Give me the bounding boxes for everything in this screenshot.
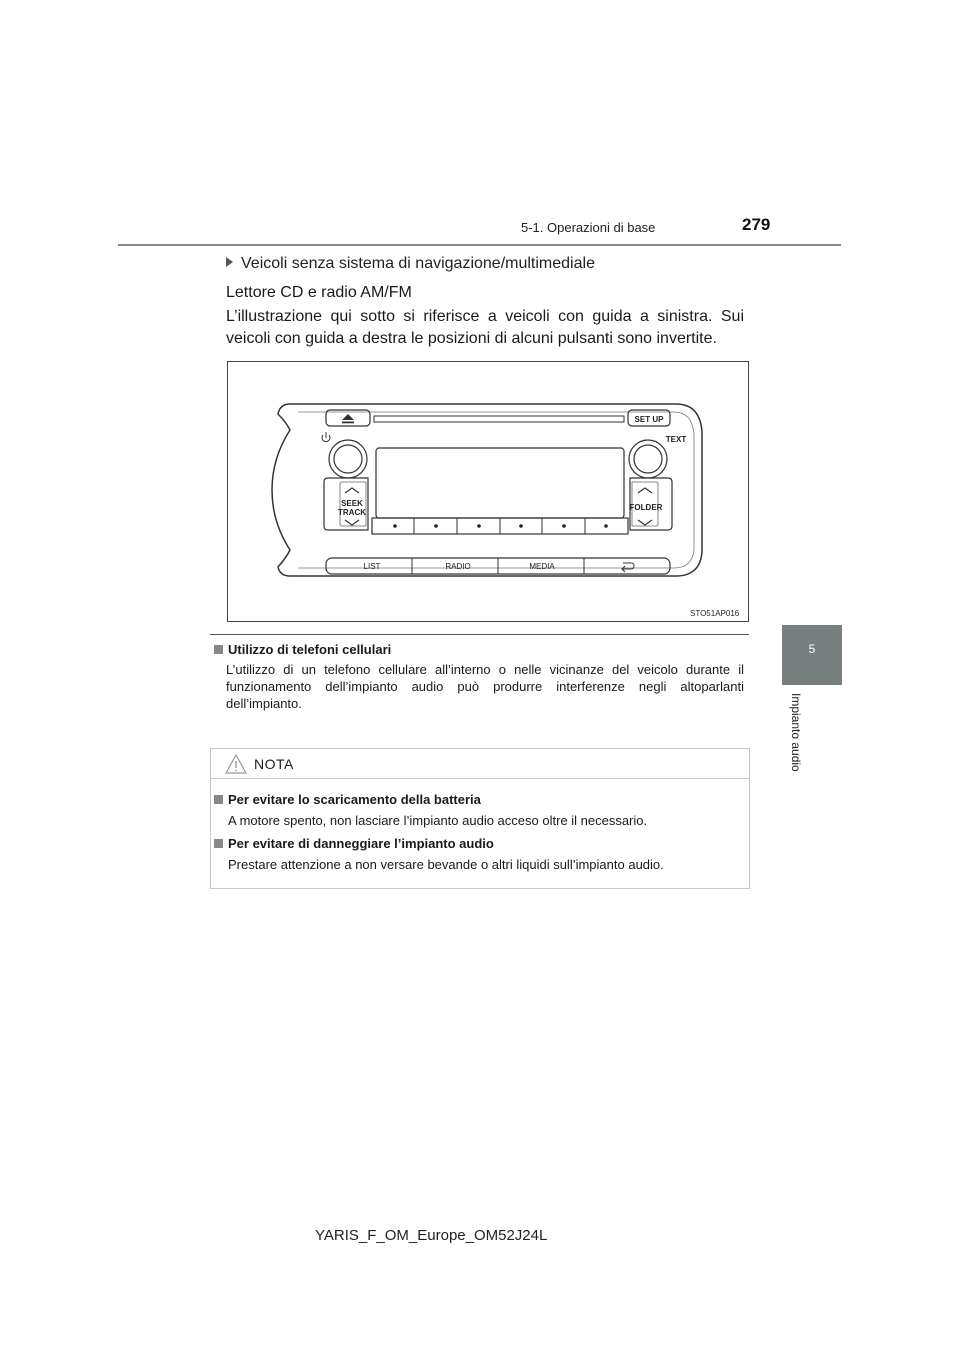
audio-unit-figure bbox=[227, 361, 749, 622]
folder-down-chevron-icon bbox=[638, 520, 652, 525]
preset-dots bbox=[393, 524, 608, 528]
arrow-item-text: Veicoli senza sistema di navigazione/multimediale bbox=[241, 255, 595, 272]
figure-code: STO51AP016 bbox=[690, 609, 740, 618]
nota-item-title-text: Per evitare lo scaricamento della batteria bbox=[228, 792, 481, 807]
info-heading-text: Utilizzo di telefoni cellulari bbox=[228, 642, 392, 657]
nota-item-body: A motore spento, non lasciare l’impianto audio acceso oltre il necessario. bbox=[228, 813, 648, 828]
nota-header-rule bbox=[210, 778, 750, 779]
separator-rule bbox=[210, 634, 749, 635]
square-bullet-icon bbox=[214, 839, 223, 848]
section-subtitle: Lettore CD e radio AM/FM bbox=[226, 284, 412, 301]
running-header-section: 5-1. Operazioni di base bbox=[521, 220, 656, 235]
seek-up-chevron-icon bbox=[345, 488, 359, 493]
seek-down-chevron-icon bbox=[345, 520, 359, 525]
nota-item-title-text: Per evitare di danneggiare l’impianto audio bbox=[228, 836, 494, 851]
nota-item-title bbox=[214, 792, 481, 807]
folder-label: FOLDER bbox=[629, 503, 663, 512]
track-label: TRACK bbox=[338, 508, 366, 517]
back-arrow-icon bbox=[622, 563, 634, 572]
nota-label: NOTA bbox=[254, 756, 294, 772]
text-button-label: TEXT bbox=[665, 435, 687, 444]
nota-item-body: Prestare attenzione a non versare bevande o altri liquidi sull’impianto audio. bbox=[228, 857, 664, 872]
warning-triangle-icon bbox=[224, 753, 248, 775]
square-bullet-icon bbox=[214, 795, 223, 804]
radio-button-label: RADIO bbox=[445, 562, 471, 571]
arrow-bullet-icon bbox=[226, 257, 233, 267]
chapter-tab-number: 5 bbox=[808, 642, 816, 656]
header-rule bbox=[118, 244, 841, 246]
setup-button-label: SET UP bbox=[634, 415, 664, 424]
eject-icon bbox=[342, 414, 354, 423]
media-button-label: MEDIA bbox=[529, 562, 555, 571]
audio-unit-illustration bbox=[228, 362, 748, 621]
seek-label: SEEK bbox=[341, 499, 363, 508]
folder-up-chevron-icon bbox=[638, 488, 652, 493]
arrow-item bbox=[226, 255, 595, 273]
list-button-label: LIST bbox=[363, 562, 381, 571]
info-heading bbox=[214, 642, 391, 657]
intro-paragraph: L’illustrazione qui sotto si riferisce a veicoli con guida a sinistra. Sui veicoli con guida a destra le posizioni di alcuni pulsanti sono invertite. bbox=[226, 308, 744, 347]
page-number: 279 bbox=[742, 215, 771, 234]
nota-item-title bbox=[214, 836, 494, 851]
square-bullet-icon bbox=[214, 645, 223, 654]
document-footer-code: YARIS_F_OM_Europe_OM52J24L bbox=[315, 1227, 548, 1244]
info-paragraph: L’utilizzo di un telefono cellulare all’interno o nelle vicinanze del veicolo durante il funzionamento dell’impianto audio può produrre interferenze negli altoparlanti dell’impianto. bbox=[226, 662, 744, 711]
chapter-tab-label: Impianto audio bbox=[789, 693, 803, 772]
power-icon bbox=[322, 432, 330, 442]
